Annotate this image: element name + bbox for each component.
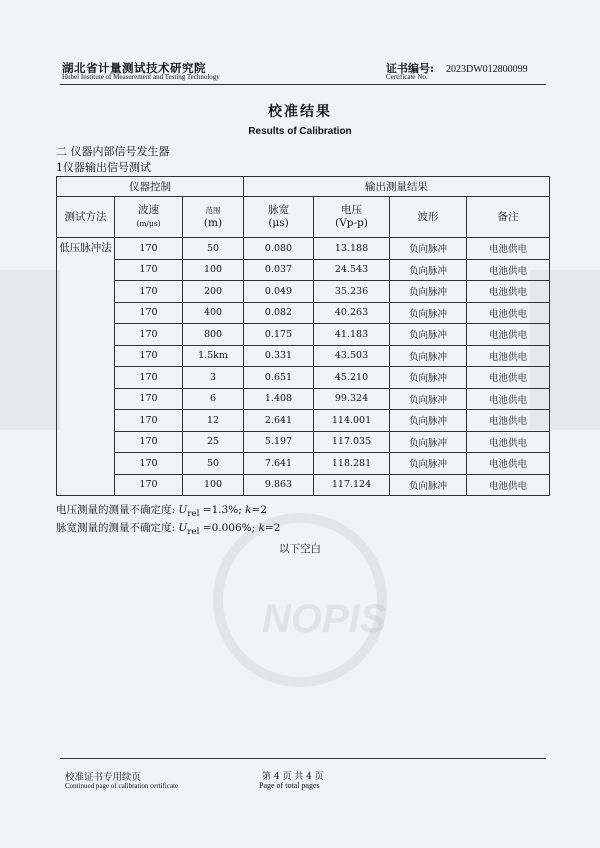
cell-wave: 负向脉冲: [390, 281, 467, 303]
cell-width: 5.197: [244, 431, 314, 453]
cell-voltage: 24.543: [314, 259, 390, 281]
page-title-en: Results of Calibration: [248, 126, 352, 137]
cell-note: 电池供电: [467, 259, 550, 281]
cell-width: 7.641: [244, 453, 314, 475]
cell-range: 800: [183, 324, 244, 346]
cell-voltage: 13.188: [314, 238, 390, 260]
cell-range: 50: [183, 453, 244, 475]
cert-label-en: Certificate No.: [386, 73, 428, 81]
footer-divider: [60, 758, 546, 759]
table-row: [57, 474, 550, 496]
col-header-width: 脉宽 (μs): [244, 197, 314, 238]
institute-name-en: Hubei Institute of Measurement and Testing Technology: [62, 73, 220, 81]
cell-wave: 负向脉冲: [390, 410, 467, 432]
cell-speed: 170: [115, 345, 183, 367]
continued-page-cn: 校准证书专用续页: [65, 772, 142, 783]
voltage-uncertainty: 电压测量的测量不确定度: $U_{rel} =1.3\%$; k=2: [56, 504, 267, 520]
col-header-range: 范围 (m): [183, 197, 244, 238]
section-subheading: 1仪器输出信号测试: [56, 161, 151, 174]
cell-note: 电池供电: [467, 302, 550, 324]
cell-note: 电池供电: [467, 324, 550, 346]
cell-wave: 负向脉冲: [390, 453, 467, 475]
cell-note: 电池供电: [467, 410, 550, 432]
col-header-wave: 波形: [390, 197, 467, 238]
cell-voltage: 40.263: [314, 302, 390, 324]
cell-width: 0.080: [244, 238, 314, 260]
cell-speed: 170: [115, 431, 183, 453]
cell-width: 0.082: [244, 302, 314, 324]
cell-voltage: 117.035: [314, 431, 390, 453]
cell-range: 1.5km: [183, 345, 244, 367]
group-header-control: 仪器控制: [57, 177, 244, 197]
cell-range: 400: [183, 302, 244, 324]
cell-voltage: 117.124: [314, 474, 390, 496]
cell-wave: 负向脉冲: [390, 238, 467, 260]
cell-speed: 170: [115, 259, 183, 281]
continued-page-en: Continued page of calibration certificate: [65, 782, 179, 790]
cell-range: 12: [183, 410, 244, 432]
cell-speed: 170: [115, 474, 183, 496]
cell-note: 电池供电: [467, 431, 550, 453]
cell-width: 0.331: [244, 345, 314, 367]
table-row: [57, 238, 550, 260]
cell-speed: 170: [115, 410, 183, 432]
cert-label-cn: 证书编号:: [386, 62, 435, 75]
cell-wave: 负向脉冲: [390, 324, 467, 346]
cell-width: 0.037: [244, 259, 314, 281]
cell-width: 1.408: [244, 388, 314, 410]
table-row: [57, 324, 550, 346]
cell-range: 200: [183, 281, 244, 303]
cell-range: 100: [183, 474, 244, 496]
table-row: [57, 259, 550, 281]
cell-wave: 负向脉冲: [390, 388, 467, 410]
cell-wave: 负向脉冲: [390, 345, 467, 367]
cell-range: 100: [183, 259, 244, 281]
table-row: [57, 453, 550, 475]
cell-wave: 负向脉冲: [390, 367, 467, 389]
cell-range: 25: [183, 431, 244, 453]
cell-speed: 170: [115, 302, 183, 324]
page-number-en: Page of total pages: [259, 781, 320, 790]
header-divider: [60, 84, 546, 85]
table-row: [57, 431, 550, 453]
table-row: [57, 345, 550, 367]
cell-note: 电池供电: [467, 474, 550, 496]
blank-below-note: 以下空白: [279, 543, 321, 555]
cell-note: 电池供电: [467, 281, 550, 303]
cell-width: 0.049: [244, 281, 314, 303]
cell-wave: 负向脉冲: [390, 431, 467, 453]
page-title: 校准结果: [268, 104, 332, 120]
cell-speed: 170: [115, 281, 183, 303]
cell-width: 9.863: [244, 474, 314, 496]
cell-width: 0.651: [244, 367, 314, 389]
group-header-result: 输出测量结果: [244, 177, 550, 197]
cell-voltage: 35.236: [314, 281, 390, 303]
col-header-speed: 波速 (m/μs): [115, 197, 183, 238]
page-number-cn: 第 4 页 共 4 页: [262, 772, 324, 782]
cell-range: 50: [183, 238, 244, 260]
col-header-note: 备注: [467, 197, 550, 238]
method-cell: 低压脉冲法: [57, 238, 115, 496]
table-row: [57, 302, 550, 324]
cell-voltage: 114.001: [314, 410, 390, 432]
results-table: [56, 176, 550, 496]
cell-range: 6: [183, 388, 244, 410]
table-row: [57, 281, 550, 303]
institute-name-cn: 湖北省计量测试技术研究院: [62, 61, 206, 75]
cell-wave: 负向脉冲: [390, 302, 467, 324]
cell-note: 电池供电: [467, 238, 550, 260]
certificate-number: 2023DW012800099: [446, 64, 528, 75]
cell-speed: 170: [115, 388, 183, 410]
cell-note: 电池供电: [467, 345, 550, 367]
pulse-uncertainty: 脉宽测量的测量不确定度: $U_{rel} =0.006\%$; k=2: [56, 522, 281, 538]
table-row: [57, 367, 550, 389]
col-header-method: 测试方法: [57, 197, 115, 238]
cell-width: 2.641: [244, 410, 314, 432]
cell-speed: 170: [115, 453, 183, 475]
section-heading: 二 仪器内部信号发生器: [56, 145, 170, 158]
cell-range: 3: [183, 367, 244, 389]
cell-wave: 负向脉冲: [390, 259, 467, 281]
cell-voltage: 45.210: [314, 367, 390, 389]
cell-note: 电池供电: [467, 453, 550, 475]
cell-wave: 负向脉冲: [390, 474, 467, 496]
cell-voltage: 118.281: [314, 453, 390, 475]
cell-speed: 170: [115, 324, 183, 346]
col-header-voltage: 电压 (Vp-p): [314, 197, 390, 238]
table-row: [57, 410, 550, 432]
cell-note: 电池供电: [467, 367, 550, 389]
cell-speed: 170: [115, 238, 183, 260]
watermark-text: NOPIS: [262, 597, 387, 641]
cell-speed: 170: [115, 367, 183, 389]
cell-voltage: 43.503: [314, 345, 390, 367]
cell-note: 电池供电: [467, 388, 550, 410]
table-row: [57, 388, 550, 410]
cell-voltage: 41.183: [314, 324, 390, 346]
cell-voltage: 99.324: [314, 388, 390, 410]
cell-width: 0.175: [244, 324, 314, 346]
